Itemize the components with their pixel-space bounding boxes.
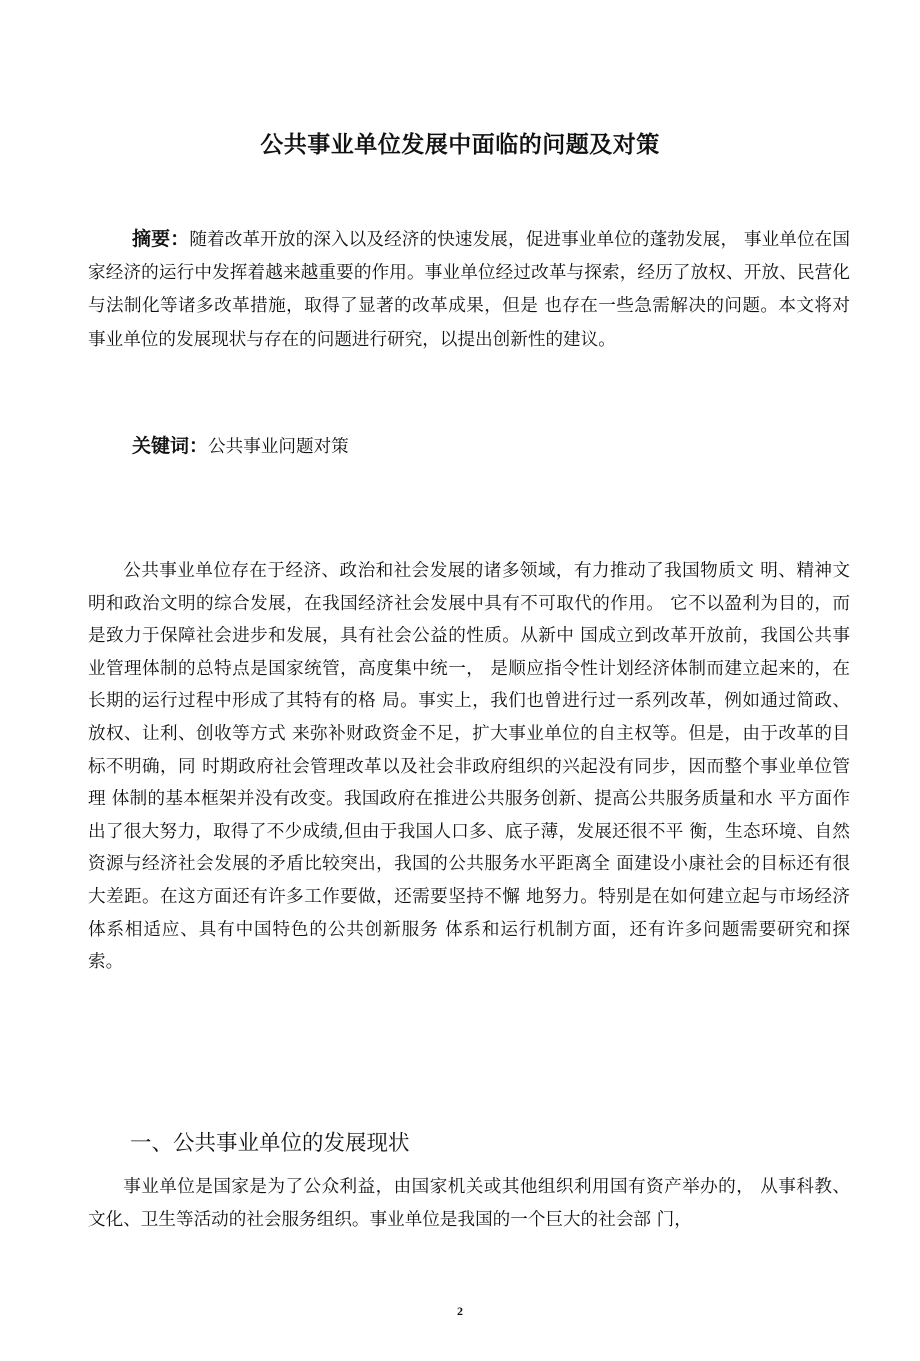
keywords-label: 关键词： <box>132 435 209 457</box>
abstract-text: 随着改革开放的深入以及经济的快速发展，促进事业单位的蓬勃发展， 事业单位在国家经济的运行中发挥着越来越重要的作用。事业单位经过改革与探索，经历了放权、开放、民营化与法制化等诸多改革措施，取得了显著的改革成果，但是 也存在一些急需解决的问题。本文将对事业单位的发展现状与存在的问题进行研究，以提出创新性的建议。 <box>88 230 850 350</box>
section-paragraph: 事业单位是国家是为了公众利益，由国家机关或其他组织利用国有资产举办的， 从事科教、文化、卫生等活动的社会服务组织。事业单位是我国的一个巨大的社会部 门， <box>88 1177 850 1230</box>
keywords-line <box>132 430 349 464</box>
document-title: 公共事业单位发展中面临的问题及对策 <box>260 132 660 158</box>
intro-paragraph: 公共事业单位存在于经济、政治和社会发展的诸多领域，有力推动了我国物质文 明、精神文明和政治文明的综合发展，在我国经济社会发展中具有不可取代的作用。 它不以盈利为目的，而是致力于保障社会进步和发展，具有社会公益的性质。从新中 国成立到改革开放前，我国公共事业管理体制的总特点是国家统管，高度集中统一， 是顺应指令性计划经济体制而建立起来的，在长期的运行过程中形成了其特有的格 局。事实上，我们也曾进行过一系列改革，例如通过简政、放权、让利、创收等方式 来弥补财政资金不足，扩大事业单位的自主权等。但是，由于改革的目标不明确，同 时期政府社会管理改革以及社会非政府组织的兴起没有同步，因而整个事业单位管理 体制的基本框架并没有改变。我国政府在推进公共服务创新、提高公共服务质量和水 平方面作出了很大努力，取得了不少成绩,但由于我国人口多、底子薄，发展还很不平 衡，生态环境、自然资源与经济社会发展的矛盾比较突出，我国的公共服务水平距离全 面建设小康社会的目标还有很大差距。在这方面还有许多工作要做，还需要坚持不懈 地努力。特别是在如何建立起与市场经济体系相适应、具有中国特色的公共创新服务 体系和运行机制方面，还有许多问题需要研究和探索。 <box>88 561 850 973</box>
abstract-label: 摘要： <box>132 228 190 250</box>
page-number: 2 <box>457 1304 463 1318</box>
keywords-text: 公共事业问题对策 <box>208 437 349 457</box>
section-heading: 一、公共事业单位的发展现状 <box>130 1131 410 1156</box>
abstract-paragraph <box>88 223 850 357</box>
